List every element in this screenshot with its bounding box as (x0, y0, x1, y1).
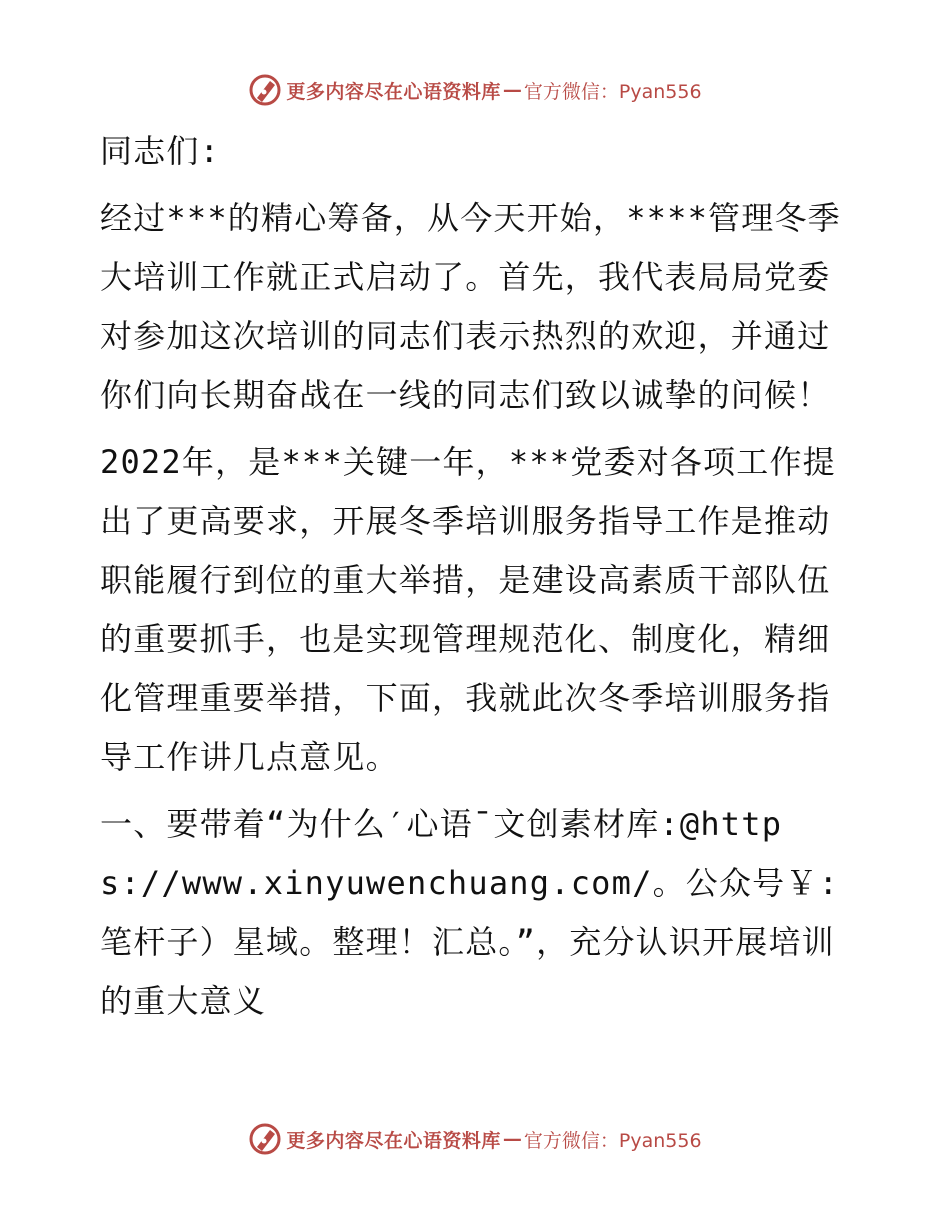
pen-logo-icon (248, 73, 282, 107)
watermark-contact: 官方微信：Pyan556 (523, 1129, 702, 1152)
watermark-site-text: 更多内容尽在心语资料库 (286, 1129, 501, 1152)
paragraph-section-one: 一、要带着“为什么′心语¯文创素材库:@https://www.xinyuwenchuang.com/。公众号￥:笔杆子）星域。整理！汇总。”，充分认识开展培训的重大意义 (100, 805, 840, 1020)
watermark-separator: — (502, 1128, 522, 1150)
watermark-separator: — (502, 79, 522, 101)
pen-logo-icon (248, 1122, 282, 1156)
greeting: 同志们: (100, 132, 221, 170)
paragraph-opening: 经过***的精心筹备，从今天开始，****管理冬季大培训工作就正式启动了。首先，我代表局局党委对参加这次培训的同志们表示热烈的欢迎，并通过你们向长期奋战在一线的同志们致以诚挚的问候！ (100, 199, 841, 414)
watermark-site-text: 更多内容尽在心语资料库 (286, 80, 501, 103)
header-watermark (0, 72, 950, 108)
footer-watermark (0, 1121, 950, 1157)
document-body (100, 122, 860, 1031)
paragraph-context: 2022年，是***关键一年，***党委对各项工作提出了更高要求，开展冬季培训服务指导工作是推动职能履行到位的重大举措，是建设高素质干部队伍的重要抓手，也是实现管理规范化、制度化，精细化管理重要举措，下面，我就此次冬季培训服务指导工作讲几点意见。 (100, 443, 836, 776)
watermark-contact: 官方微信：Pyan556 (523, 80, 702, 103)
